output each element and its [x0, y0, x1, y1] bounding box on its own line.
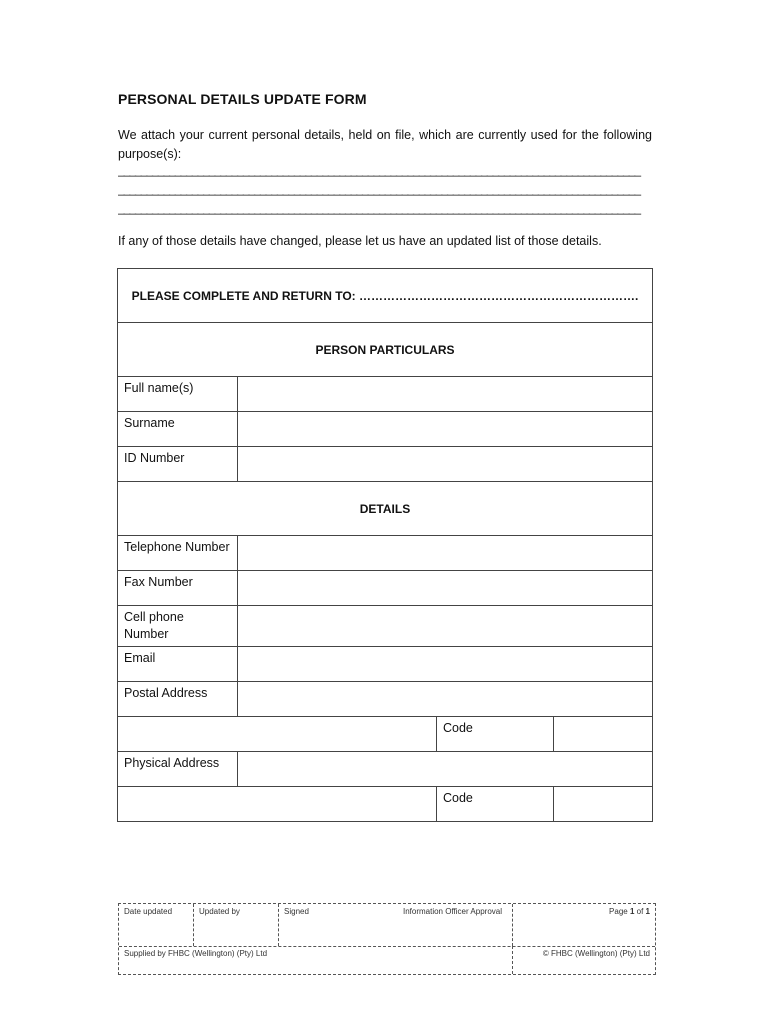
postal-address-line-2[interactable]: [118, 717, 437, 752]
physical-address-line-2[interactable]: [118, 787, 437, 822]
purpose-line-3[interactable]: ____________________________________________________________________________________________: [118, 201, 640, 215]
person-particulars-header: PERSON PARTICULARS: [118, 323, 653, 377]
office-use-footer: [118, 903, 656, 975]
purpose-line-1[interactable]: ____________________________________________________________________________________________: [118, 163, 640, 177]
page-prefix: Page: [609, 907, 628, 916]
page-total: 1: [645, 907, 650, 916]
full-names-field[interactable]: [238, 377, 653, 412]
telephone-label: Telephone Number: [118, 536, 238, 571]
date-updated-label: Date updated: [124, 907, 173, 916]
purpose-line-2[interactable]: ____________________________________________________________________________________________: [118, 182, 640, 196]
postal-code-field[interactable]: [554, 717, 653, 752]
postal-address-field[interactable]: [238, 682, 653, 717]
fax-label: Fax Number: [118, 571, 238, 606]
page-of: of: [636, 907, 644, 916]
email-label: Email: [118, 647, 238, 682]
details-table: [117, 268, 653, 822]
approval-label: Information Officer Approval: [402, 907, 502, 916]
surname-label: Surname: [118, 412, 238, 447]
updated-by-cell[interactable]: [194, 904, 279, 946]
supplied-by-text: Supplied by FHBC (Wellington) (Pty) Ltd: [124, 949, 268, 958]
updated-by-label: Updated by: [199, 907, 240, 916]
footer-divider: [119, 946, 655, 947]
postal-address-label: Postal Address: [118, 682, 238, 717]
physical-code-field[interactable]: [554, 787, 653, 822]
intro-text: We attach your current personal details, held on file, which are currently used for the following purpose(s):: [118, 128, 652, 161]
page-current: 1: [629, 907, 635, 916]
update-note: If any of those details have changed, please let us have an updated list of those details.: [118, 234, 602, 248]
cell-phone-label: Cell phone Number: [118, 606, 238, 647]
telephone-field[interactable]: [238, 536, 653, 571]
full-names-label: Full name(s): [118, 377, 238, 412]
physical-address-field[interactable]: [238, 752, 653, 787]
physical-code-label: Code: [437, 787, 554, 822]
id-number-label: ID Number: [118, 447, 238, 482]
details-header: DETAILS: [118, 482, 653, 536]
signed-cell[interactable]: [279, 904, 513, 946]
form-title: PERSONAL DETAILS UPDATE FORM: [118, 91, 367, 107]
email-field[interactable]: [238, 647, 653, 682]
return-to-header: PLEASE COMPLETE AND RETURN TO: …………………………………………………………….: [118, 269, 653, 323]
id-number-field[interactable]: [238, 447, 653, 482]
footer-vertical-divider: [512, 946, 513, 974]
signed-label: Signed: [284, 907, 309, 916]
page-number: [609, 907, 650, 916]
physical-address-label: Physical Address: [118, 752, 238, 787]
fax-field[interactable]: [238, 571, 653, 606]
copyright-text: © FHBC (Wellington) (Pty) Ltd: [542, 949, 650, 958]
cell-phone-field[interactable]: [238, 606, 653, 647]
postal-code-label: Code: [437, 717, 554, 752]
surname-field[interactable]: [238, 412, 653, 447]
date-updated-cell[interactable]: [119, 904, 194, 946]
